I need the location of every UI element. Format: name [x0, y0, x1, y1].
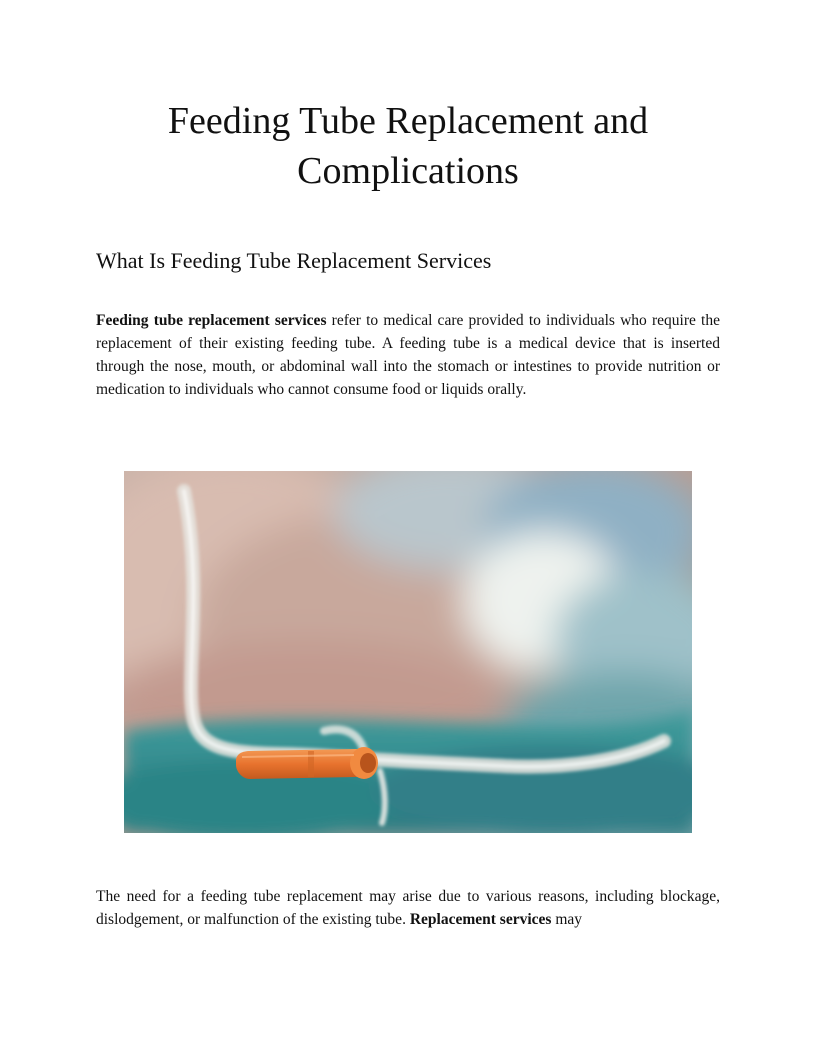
intro-paragraph: [96, 309, 720, 401]
reasons-paragraph: [96, 885, 720, 931]
intro-text: refer to medical care provided to individuals who require the replacement of their existing feeding tube. A feeding tube is a medical device that is inserted through the nose, mouth, or abdominal wall into the stomach or intestines to provide nutrition or medication to individuals who cannot consume food or liquids orally.: [96, 312, 720, 398]
reasons-text-end: may: [551, 911, 582, 928]
title-line-1: Feeding Tube Replacement and: [167, 100, 649, 142]
reasons-bold: Replacement services: [409, 911, 552, 928]
reasons-text: The need for a feeding tube replacement may arise due to various reasons, including blockage, dislodgement, or malfunction of the existing tube.: [96, 888, 720, 928]
intro-bold-lead: Feeding tube replacement services: [96, 312, 327, 329]
title-line-2: Complications: [297, 150, 519, 192]
section-heading: What Is Feeding Tube Replacement Services: [96, 248, 492, 273]
page-title: [96, 96, 720, 196]
feeding-tube-photo: [124, 471, 692, 833]
